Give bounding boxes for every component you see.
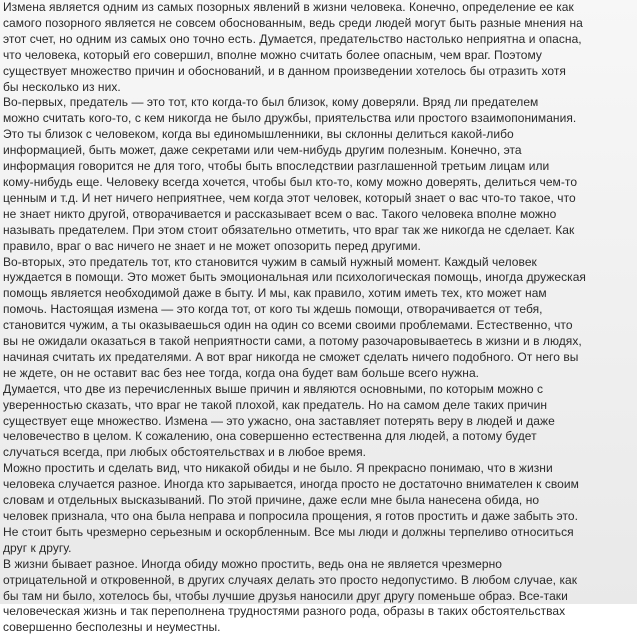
text-line: самого позорного является не совсем обоснованным, ведь среди людей могут быть разные мнения на [3, 15, 583, 30]
text-line: этот счет, но одним из самых оно точно есть. Думается, предательство настолько неприятна и опасна, [3, 31, 582, 46]
text-line: совершенно бесполезны и неуместны. [3, 620, 221, 635]
text-line: В жизни бывает разное. Иногда обиду можно простить, ведь она не является чрезмерно [3, 556, 502, 571]
text-line: бы там ни было, хотелось бы, чтобы лучшие друзья наносили друг другу поменьше обраэ. Все-таки [3, 588, 568, 603]
text-line: правило, враг о вас ничего не знает и не может опозорить перед другими. [3, 238, 421, 253]
text-line: человека случается разное. Иногда кто зарывается, иногда просто не достаточно внимателен к своим [3, 477, 579, 492]
text-line: словам и отдельных высказываний. По этой причине, даже если мне была нанесена обида, но [3, 493, 540, 508]
text-line: помочь. Настоящая измена — это когда тот, от кого ты ждешь помощи, отворачивается от тебя, [3, 302, 543, 317]
text-line: начиная считать их предателями. А вот враг никогда не сможет сделать ничего подобного. От него вы [3, 349, 579, 364]
text-line: не знает никто другой, отворачивается и рассказывает всем о вас. Такого человека вполне можно [3, 206, 557, 221]
text-line: ценным и т.д. И нет ничего неприятнее, чем когда этот человек, который знает о вас что-то такое, что [3, 190, 576, 205]
text-line: Измена является одним из самых позорных явлений в жизни человека. Конечно, определение ее как [3, 0, 574, 14]
text-line: Во-вторых, это предатель тот, кто становится чужим в самый нужный момент. Каждый человек [3, 254, 537, 269]
text-line: Это ты близок с человеком, когда вы единомышленники, вы склонны делиться какой-либо [3, 127, 514, 142]
text-line: информацией, быть может, даже секретами или чем-нибудь другим полезным. Конечно, эта [3, 143, 522, 158]
text-line: друг к другу. [3, 540, 72, 555]
text-line: вы не ожидали оказаться в такой неприятности сами, а потому разочаровываетесь в жизни и в людях, [3, 334, 582, 349]
text-line: существует еще множество. Измена — это ужасно, она заставляет потерять веру в людей и даже [3, 413, 555, 428]
text-line: человеческая жизнь и так переполнена трудностями разного рода, образы в таких обстоятельствах [3, 604, 566, 619]
text-line: можно считать кого-то, с кем никогда не было дружбы, приятельства или простого взаимопонимания. [3, 111, 577, 126]
text-line: информация говорится не для того, чтобы быть впоследствии разглашенной третьим лицам или [3, 159, 550, 174]
text-line: нуждается в помощи. Это может быть эмоциональная или психологическая помощь, иногда дружеская [3, 270, 586, 285]
text-line: Во-первых, предатель — это тот, кто когда-то был близок, кому доверяли. Вряд ли предателем [3, 95, 539, 110]
text-line: бы несколько из них. [3, 79, 121, 94]
text-line: кому-нибудь еще. Человеку всегда хочется, чтобы был кто-то, кому можно доверять, делиться чем-то [3, 174, 578, 189]
text-line: не ждете, он не оставит вас без нее тогда, когда она будет вам больше всего нужна. [3, 365, 480, 380]
text-line: существует множество причин и обоснований, и в данном произведении хотелось бы отразить хотя [3, 63, 566, 78]
text-line: уверенностью сказать, что враг не такой плохой, как предатель. Но на самом деле таких причин [3, 397, 548, 412]
text-line: человечество в целом. К сожалению, она совершенно естественна для людей, а потому будет [3, 429, 537, 444]
text-line: человек признала, что она была неправа и попросила прощения, я готов простить и даже забыть это. [3, 509, 578, 523]
text-line: Думается, что две из перечисленных выше причин и являются основными, по которым можно с [3, 381, 544, 396]
text-line: становится чужим, а ты оказываешься один на один со всеми своими проблемами. Естественно, что [3, 318, 573, 333]
text-line: отрицательной и откровенной, в других случаях делать это просто недопустимо. В любом случае, как [3, 572, 578, 587]
text-line: Можно простить и сделать вид, что никакой обиды и не было. Я прекрасно понимаю, что в жизни [3, 461, 553, 476]
text-line: помощь является необходимой даже в быту. И мы, как правило, хотим иметь тех, кто может нам [3, 286, 547, 301]
text-line: Не стоит быть чрезмерно серьезным и оскорбленным. Все мы люди и должны терпеливо относиться [3, 524, 574, 539]
text-line: что человека, который его совершил, вполне можно считать более опасным, чем враг. Поэтому [3, 47, 542, 62]
text-line: случаться всегда, при любых обстоятельствах и в любое время. [3, 445, 367, 460]
text-line: называть предателем. При этом стоит обязательно отметить, что враг так же никогда не сделает. Как [3, 222, 575, 237]
